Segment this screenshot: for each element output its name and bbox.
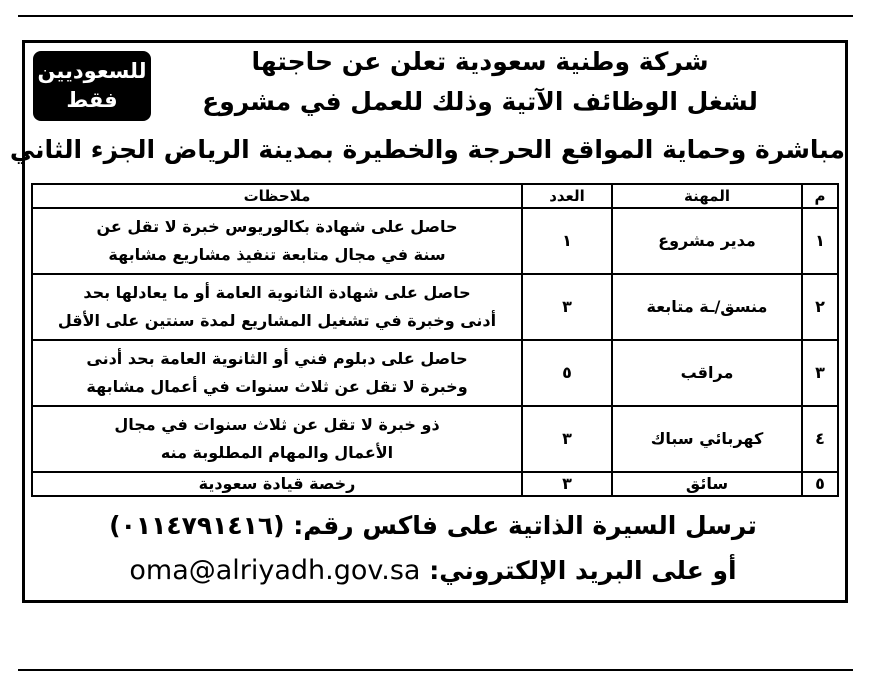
badge-line-1: للسعوديين: [37, 59, 147, 83]
headline-line-3: مباشرة وحماية المواقع الحرجة والخطيرة بمدينة الرياض الجزء الثاني: [9, 135, 845, 164]
table-row: [32, 406, 838, 472]
row-notes: [32, 472, 522, 496]
table-row: [32, 472, 838, 496]
row-count: ٣: [522, 472, 612, 496]
row-notes: [32, 340, 522, 406]
jobs-table: [31, 183, 839, 497]
row-notes-line-2: أدنى وخبرة في تشغيل المشاريع لمدة سنتين على الأقل: [57, 311, 497, 330]
row-num: ٥: [802, 472, 838, 496]
row-notes: [32, 274, 522, 340]
row-notes-line-2: وخبرة لا تقل عن ثلاث سنوات في أعمال مشابهة: [86, 377, 468, 396]
row-job: سائق: [612, 472, 802, 496]
header-notes: ملاحظات: [32, 184, 522, 208]
table-row: [32, 274, 838, 340]
top-divider: [18, 15, 853, 17]
row-num: ١: [802, 208, 838, 274]
header-num: م: [802, 184, 838, 208]
table-header-row: [32, 184, 838, 208]
header-count: العدد: [522, 184, 612, 208]
headline-line-2: لشغل الوظائف الآتية وذلك للعمل في مشروع: [202, 87, 758, 116]
bottom-divider: [18, 669, 853, 671]
row-notes-line-1: رخصة قيادة سعودية: [198, 474, 356, 493]
email-address[interactable]: oma@alriyadh.gov.sa: [129, 555, 421, 586]
row-count: ٣: [522, 274, 612, 340]
header-job: المهنة: [612, 184, 802, 208]
fax-instructions: ترسل السيرة الذاتية على فاكس رقم: (٠١١٤٧٩١٤١٦): [109, 511, 757, 540]
row-notes-line-2: سنة في مجال متابعة تنفيذ مشاريع مشابهة: [108, 245, 446, 264]
row-job: كهربائي سباك: [612, 406, 802, 472]
row-notes: [32, 406, 522, 472]
row-job: منسق/ـة متابعة: [612, 274, 802, 340]
row-notes-line-1: حاصل على شهادة بكالوريوس خبرة لا تقل عن: [96, 217, 458, 236]
row-notes-line-1: حاصل على شهادة الثانوية العامة أو ما يعادلها بحد: [83, 283, 471, 302]
badge-line-2: فقط: [66, 88, 118, 112]
email-instructions: [29, 555, 837, 586]
row-notes-line-2: الأعمال والمهام المطلوبة منه: [160, 443, 394, 462]
headline-line-1: شركة وطنية سعودية تعلن عن حاجتها: [251, 47, 709, 76]
row-count: ٥: [522, 340, 612, 406]
row-notes-line-1: حاصل على دبلوم فني أو الثانوية العامة بحد أدنى: [86, 349, 468, 368]
row-notes-line-1: ذو خبرة لا تقل عن ثلاث سنوات في مجال: [114, 415, 440, 434]
job-advertisement: [9, 40, 848, 603]
row-num: ٢: [802, 274, 838, 340]
row-num: ٤: [802, 406, 838, 472]
row-job: مدير مشروع: [612, 208, 802, 274]
email-label: أو على البريد الإلكتروني:: [429, 556, 737, 585]
table-row: [32, 208, 838, 274]
table-row: [32, 340, 838, 406]
row-job: مراقب: [612, 340, 802, 406]
row-notes: [32, 208, 522, 274]
row-count: ٣: [522, 406, 612, 472]
row-count: ١: [522, 208, 612, 274]
row-num: ٣: [802, 340, 838, 406]
